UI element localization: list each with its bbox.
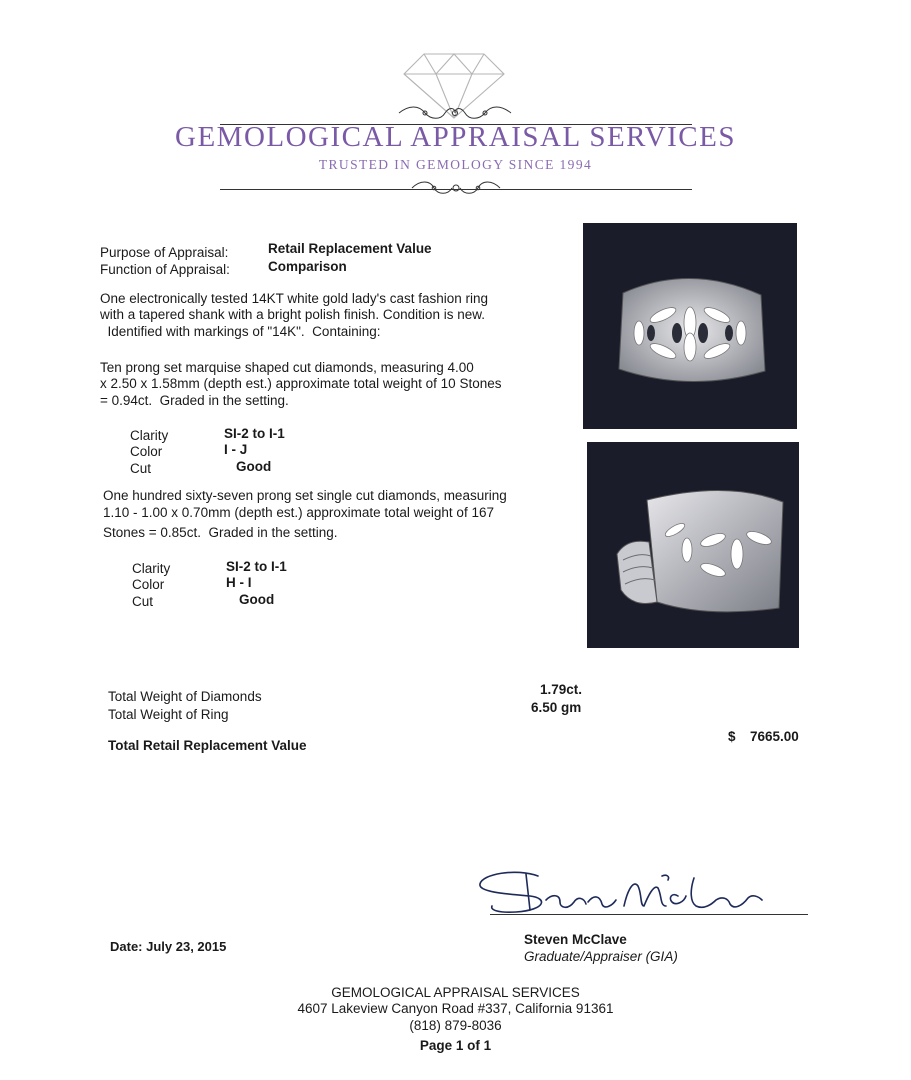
purpose-label: Purpose of Appraisal: xyxy=(100,245,229,260)
description-line: One electronically tested 14KT white gold lady's cast fashion ring xyxy=(100,291,489,306)
footer-phone: (818) 879-8036 xyxy=(409,1018,502,1033)
ring-photo-top xyxy=(583,223,797,429)
company-name: GEMOLOGICAL APPRAISAL SERVICES xyxy=(175,121,736,153)
grade-label-clarity: Clarity xyxy=(132,561,171,576)
grade-value-cut: Good xyxy=(239,592,275,607)
scroll-ornament-bottom-icon xyxy=(408,178,504,198)
company-tagline: TRUSTED IN GEMOLOGY SINCE 1994 xyxy=(318,157,593,172)
appraiser-title: Graduate/Appraiser (GIA) xyxy=(524,949,678,964)
footer-address: 4607 Lakeview Canyon Road #337, California 91361 xyxy=(297,1001,614,1016)
grade-label-color: Color xyxy=(130,444,163,459)
signature-line xyxy=(490,914,808,915)
ring-photo-side xyxy=(587,442,799,648)
description-line: Identified with markings of "14K". Containing: xyxy=(100,324,381,339)
grade-value-color: I - J xyxy=(224,442,248,457)
total-retail-value: 7665.00 xyxy=(750,729,799,744)
grade-label-cut: Cut xyxy=(130,461,152,476)
function-label: Function of Appraisal: xyxy=(100,262,230,277)
function-value: Comparison xyxy=(268,259,347,274)
appraiser-name: Steven McClave xyxy=(524,932,627,947)
appraiser-signature xyxy=(476,866,766,920)
total-ring-value: 6.50 gm xyxy=(531,700,582,715)
total-ring-label: Total Weight of Ring xyxy=(108,707,229,722)
total-diamonds-label: Total Weight of Diamonds xyxy=(108,689,262,704)
grade-label-color: Color xyxy=(132,577,165,592)
page-number: Page 1 of 1 xyxy=(419,1038,492,1053)
total-retail-label: Total Retail Replacement Value xyxy=(108,738,307,753)
stone-line: One hundred sixty-seven prong set single cut diamonds, measuring xyxy=(103,488,507,503)
stone-line: = 0.94ct. Graded in the setting. xyxy=(100,393,289,408)
description-line: with a tapered shank with a bright polish finish. Condition is new. xyxy=(100,307,485,322)
stone-line: x 2.50 x 1.58mm (depth est.) approximate total weight of 10 Stones xyxy=(100,376,502,391)
report-date: Date: July 23, 2015 xyxy=(110,939,227,954)
scroll-ornament-top-icon xyxy=(395,104,515,122)
grade-label-clarity: Clarity xyxy=(130,428,169,443)
grade-value-clarity: SI-2 to I-1 xyxy=(226,559,287,574)
grade-value-cut: Good xyxy=(236,459,272,474)
stone-line: Ten prong set marquise shaped cut diamonds, measuring 4.00 xyxy=(100,360,474,375)
purpose-value: Retail Replacement Value xyxy=(268,241,432,256)
total-diamonds-value: 1.79ct. xyxy=(540,682,583,697)
stone-line: 1.10 - 1.00 x 0.70mm (depth est.) approximate total weight of 167 xyxy=(103,505,494,520)
footer-company: GEMOLOGICAL APPRAISAL SERVICES xyxy=(331,985,580,1000)
currency-symbol: $ xyxy=(728,729,736,744)
grade-value-color: H - I xyxy=(226,575,252,590)
grade-label-cut: Cut xyxy=(132,594,154,609)
stone-line: Stones = 0.85ct. Graded in the setting. xyxy=(103,525,338,540)
grade-value-clarity: SI-2 to I-1 xyxy=(224,426,285,441)
